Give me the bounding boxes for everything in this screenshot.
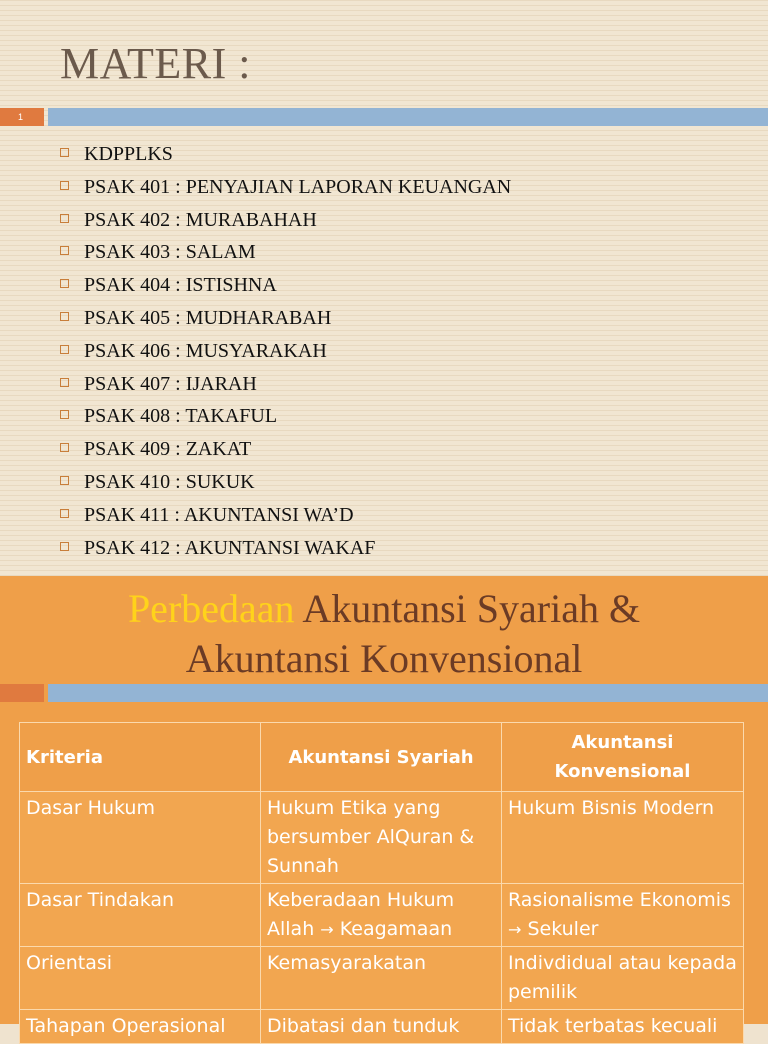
list-item: PSAK 403 : SALAM (60, 238, 511, 271)
table-header-row (20, 723, 744, 792)
square-bullet-icon (60, 476, 69, 485)
cell-konvensional: Hukum Bisnis Modern (502, 792, 744, 884)
cell-konvensional: Indivdidual atau kepada pemilik (502, 947, 744, 1010)
cell-konvensional: Tidak terbatas kecuali (502, 1010, 744, 1044)
title-text-line2: Akuntansi Konvensional (185, 636, 583, 681)
table-row (20, 947, 744, 1010)
table-row (20, 792, 744, 884)
table-row (20, 1010, 744, 1044)
list-item: PSAK 410 : SUKUK (60, 468, 511, 501)
divider-accent-box (0, 684, 44, 702)
cell-kriteria: Orientasi (20, 947, 261, 1010)
title-divider (0, 108, 768, 126)
list-item: PSAK 402 : MURABAHAH (60, 206, 511, 239)
slide-title (0, 584, 768, 684)
list-item: KDPPLKS (60, 140, 511, 173)
header-syariah: Akuntansi Syariah (261, 723, 502, 792)
cell-kriteria: Dasar Hukum (20, 792, 261, 884)
cell-syariah: Kemasyarakatan (261, 947, 502, 1010)
title-highlight: Perbedaan (127, 586, 295, 631)
list-item: PSAK 408 : TAKAFUL (60, 402, 511, 435)
cell-syariah: Dibatasi dan tunduk (261, 1010, 502, 1044)
slide-title: MATERI : (60, 39, 251, 88)
square-bullet-icon (60, 443, 69, 452)
square-bullet-icon (60, 509, 69, 518)
cell-kriteria: Dasar Tindakan (20, 884, 261, 947)
divider-bar (48, 684, 768, 702)
square-bullet-icon (60, 542, 69, 551)
cell-konvensional: Rasionalisme Ekonomis → Sekuler (502, 884, 744, 947)
title-divider (0, 684, 768, 702)
title-text-line1: Akuntansi Syariah & (294, 586, 641, 631)
arrow-right-icon: → (508, 920, 522, 939)
list-item: PSAK 405 : MUDHARABAH (60, 304, 511, 337)
square-bullet-icon (60, 279, 69, 288)
list-item: PSAK 407 : IJARAH (60, 370, 511, 403)
table-row (20, 884, 744, 947)
header-kriteria: Kriteria (20, 723, 261, 792)
square-bullet-icon (60, 410, 69, 419)
list-item: PSAK 404 : ISTISHNA (60, 271, 511, 304)
cell-kriteria: Tahapan Operasional (20, 1010, 261, 1044)
square-bullet-icon (60, 246, 69, 255)
cell-syariah: Keberadaan Hukum Allah → Keagamaan (261, 884, 502, 947)
slide-number-badge: 1 (0, 108, 44, 126)
divider-bar (48, 108, 768, 126)
square-bullet-icon (60, 378, 69, 387)
square-bullet-icon (60, 214, 69, 223)
square-bullet-icon (60, 181, 69, 190)
header-konvensional: Akuntansi Konvensional (502, 723, 744, 792)
square-bullet-icon (60, 312, 69, 321)
square-bullet-icon (60, 345, 69, 354)
arrow-right-icon: → (320, 920, 334, 939)
list-item: PSAK 411 : AKUNTANSI WA’D (60, 501, 511, 534)
list-item: PSAK 406 : MUSYARAKAH (60, 337, 511, 370)
square-bullet-icon (60, 148, 69, 157)
materi-list (60, 140, 511, 566)
slide-perbedaan (0, 576, 768, 1037)
list-item: PSAK 401 : PENYAJIAN LAPORAN KEUANGAN (60, 173, 511, 206)
list-item: PSAK 409 : ZAKAT (60, 435, 511, 468)
cell-syariah: Hukum Etika yang bersumber AlQuran & Sunnah (261, 792, 502, 884)
comparison-table (19, 722, 744, 1044)
list-item: PSAK 412 : AKUNTANSI WAKAF (60, 534, 511, 567)
